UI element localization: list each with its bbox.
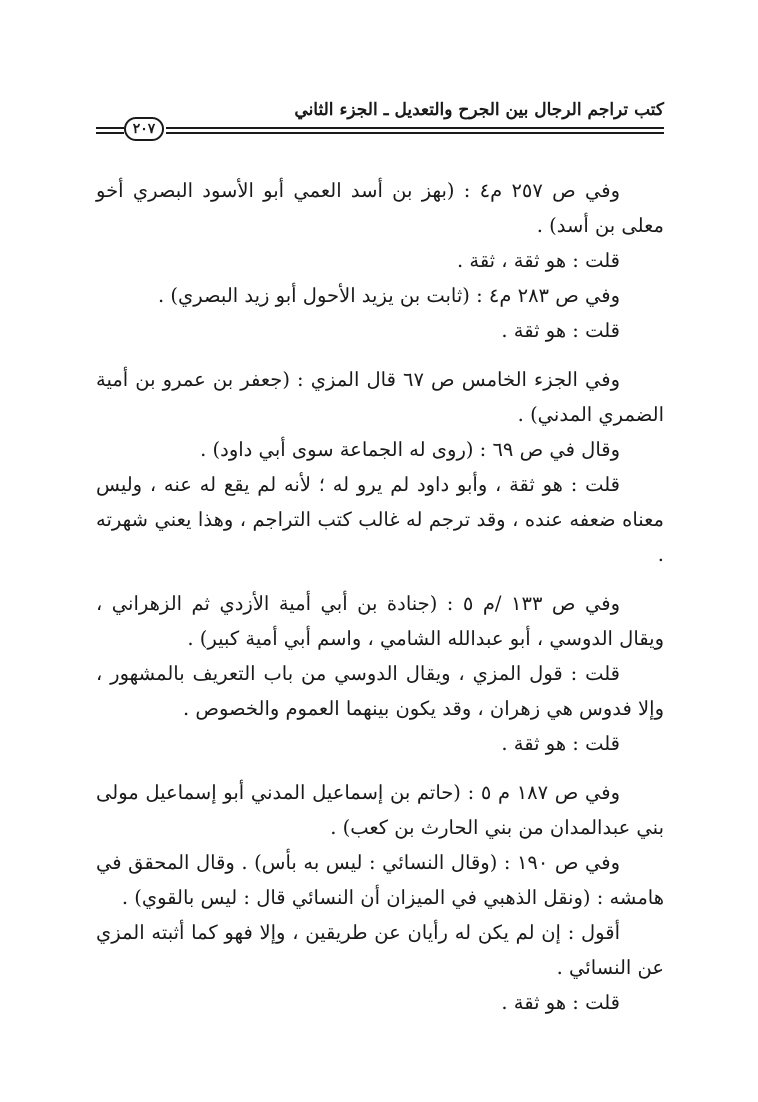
paragraph: وفي ص ١٣٣ /م ٥ : (جنادة بن أبي أمية الأزدي ثم الزهراني ، ويقال الدوسي ، أبو عبدالله الشامي ، واسم أبي أمية كبير) . [96,592,664,650]
paragraph: قلت : هو ثقة ، وأبو داود لم يرو له ؛ لأنه لم يقع له عنه ، وليس معناه ضعفه عنده ، وقد ترجم له غالب كتب التراجم ، وهذا يعني شهرته . [96,473,664,566]
spacer [96,761,664,775]
paragraph: قلت : هو ثقة ، ثقة . [456,249,620,272]
running-header-title: كتب تراجم الرجال بين الجرح والتعديل ـ الجزء الثاني [294,100,664,120]
paragraph: قلت : هو ثقة . [501,991,620,1014]
paragraph: قلت : قول المزي ، ويقال الدوسي من باب التعريف بالمشهور ، وإلا فدوس هي زهران ، وقد يكون بينهما العموم والخصوص . [96,662,664,720]
paragraph: وفي ص ١٩٠ : (وقال النسائي : ليس به بأس) . وقال المحقق في هامشه : (ونقل الذهبي في الميزان أن النسائي قال : ليس بالقوي) . [96,851,664,909]
paragraph: وفي الجزء الخامس ص ٦٧ قال المزي : (جعفر بن عمرو بن أمية الضمري المدني) . [96,368,664,426]
header-rule-bottom [166,132,664,134]
spacer [96,572,664,586]
paragraph: قلت : هو ثقة . [501,319,620,342]
paragraph: وفي ص ١٨٧ م ٥ : (حاتم بن إسماعيل المدني أبو إسماعيل مولى بني عبدالمدان من بني الحارث بن كعب) . [96,781,664,839]
paragraph: قلت : هو ثقة . [501,732,620,755]
header-rule-left-bottom [96,132,124,134]
spacer [96,348,664,362]
page-number: ٢٠٧ [124,117,164,141]
page-body [96,173,664,1020]
header-rule-top [166,127,664,129]
header-rule-left-top [96,127,124,129]
paragraph: وفي ص ٢٨٣ م٤ : (ثابت بن يزيد الأحول أبو زيد البصري) . [158,284,620,307]
running-header [96,98,664,142]
paragraph: وقال في ص ٦٩ : (روى له الجماعة سوى أبي داود) . [200,438,620,461]
paragraph: أقول : إن لم يكن له رأيان عن طريقين ، وإلا فهو كما أثبته المزي عن النسائي . [96,921,664,979]
paragraph: وفي ص ٢٥٧ م٤ : (بهز بن أسد العمي أبو الأسود البصري أخو معلى بن أسد) . [96,179,664,237]
